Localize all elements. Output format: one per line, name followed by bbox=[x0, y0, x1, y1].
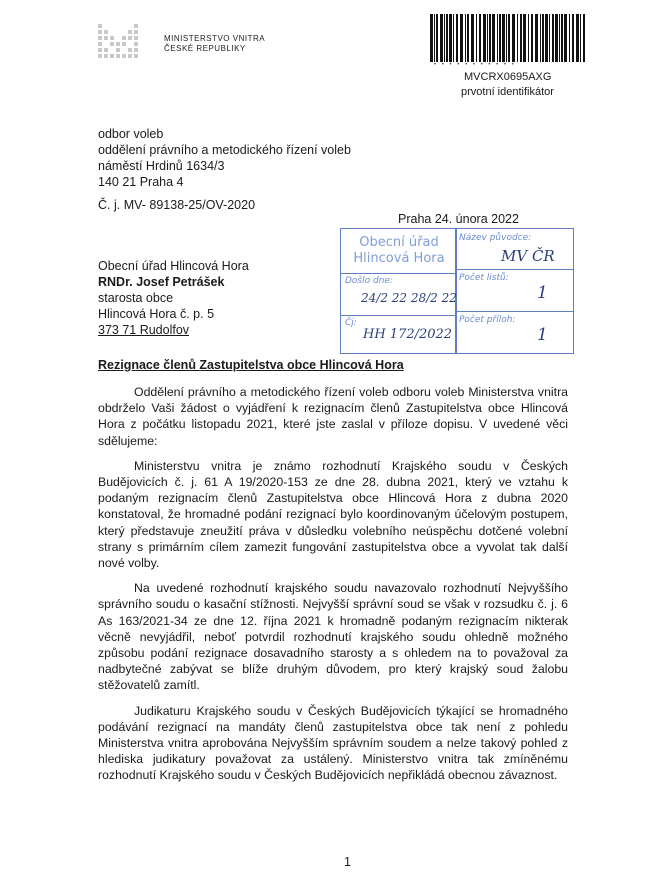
ministry-name-line2: ČESKÉ REPUBLIKY bbox=[164, 44, 246, 53]
sender-line: oddělení právního a metodického řízení voleb bbox=[98, 143, 351, 157]
stamp-received-label: Došlo dne: bbox=[345, 276, 393, 286]
recipient-role: starosta obce bbox=[98, 291, 174, 305]
registry-stamp bbox=[340, 228, 574, 354]
barcode-code: MVCRX0695AXG bbox=[464, 71, 552, 83]
stamp-divider bbox=[341, 273, 455, 274]
body-paragraph: Judikaturu Krajského soudu v Českých Budějovicích týkající se hromadného podávání rezignací na mandáty členů zastupitelstva obce tak není z pohledu Ministerstva vnitra aprobována Nejvyšším správním soudem a nelze takový pohled z hlediska judikatury považovat za ustálený. Ministerstvo vnitra tak zmíněnému rozhodnutí Krajského soudu v Českých Budějovicích nepřikládá obecnou závaznost. bbox=[98, 703, 568, 783]
stamp-office-line2: Hlincová Hora bbox=[353, 251, 445, 266]
stamp-attachments-value: 1 bbox=[537, 325, 548, 345]
stamp-divider bbox=[341, 315, 455, 316]
body-paragraph: Ministerstvu vnitra je známo rozhodnutí Krajského soudu v Českých Budějovicích č. j. 61 A 19/2020-153 ze dne 28. dubna 2021, který ve vztahu k podaným rezignacím členů Zastupitelstva obce Hlincová Hora z dubna 2020 konstatoval, že hromadné podání rezignací bylo koordinovaným účelovým postupem, který představuje zneužití práva v důsledku volebního neúspěchu dotčené volební strany s primárním cílem zamezit fungování zastupitelstva obce a vyvolat tak další nové volby. bbox=[98, 458, 568, 571]
recipient-street: Hlincová Hora č. p. 5 bbox=[98, 307, 215, 321]
stamp-office-line1: Obecní úřad bbox=[359, 235, 439, 250]
ministry-logo-icon bbox=[98, 20, 144, 64]
body-paragraph: Na uvedené rozhodnutí krajského soudu navazovalo rozhodnutí Nejvyššího správního soudu o kasační stížnosti. Nejvyšší správní soud se však v rozsudku č. j. 6 As 163/2021-34 ze dne 12. října 2021 k hromadně podaným rezignacím nikterak věcně nevyjádřil, neboť potvrdil rozhodnutí krajského soudu ohledně možného způsobu podání rezignace dosavadního starosty a s ohledem na to považoval za nadbytečné zabývat se blíže druhým důvodem, pro který krajský soud žalobu stěžovatelů zamítl. bbox=[98, 581, 568, 693]
recipient-name: RNDr. Josef Petrášek bbox=[98, 275, 225, 289]
letter-date: Praha 24. února 2022 bbox=[398, 212, 519, 226]
sender-line: náměstí Hrdinů 1634/3 bbox=[98, 159, 225, 173]
reference-number: Č. j. MV- 89138-25/OV-2020 bbox=[98, 198, 256, 212]
stamp-source-label: Název původce: bbox=[459, 233, 532, 243]
letter-body bbox=[98, 384, 568, 793]
stamp-divider bbox=[455, 269, 573, 270]
sender-line: 140 21 Praha 4 bbox=[98, 175, 184, 189]
recipient-postal: 373 71 Rudolfov bbox=[98, 323, 190, 337]
recipient-address bbox=[98, 258, 249, 338]
sender-address bbox=[98, 126, 351, 190]
letter-subject: Rezignace členů Zastupitelstva obce Hlincová Hora bbox=[98, 358, 404, 372]
stamp-divider bbox=[455, 311, 573, 312]
stamp-sheets-value: 1 bbox=[537, 283, 548, 303]
ministry-name-line1: MINISTERSTVO VNITRA bbox=[164, 34, 266, 43]
stamp-sheets-label: Počet listů: bbox=[459, 273, 509, 283]
body-paragraph: Oddělení právního a metodického řízení voleb odboru voleb Ministerstva vnitra obdrželo Vaši žádost o vyjádření k rezignacím členů Zastupitelstva obce Hlincová Hora z počátku listopadu 2021, které jste zaslal v příloze dopisu. V uvedené věci sdělujeme: bbox=[98, 385, 568, 448]
barcode-label: prvotní identifikátor bbox=[461, 86, 554, 98]
ministry-name bbox=[164, 34, 265, 54]
stamp-source-value: MV ČR bbox=[501, 247, 555, 265]
stamp-office bbox=[345, 235, 453, 267]
page-number: 1 bbox=[344, 855, 351, 869]
recipient-office: Obecní úřad Hlincová Hora bbox=[98, 259, 249, 273]
stamp-cj-value: HH 172/2022 bbox=[363, 327, 453, 342]
stamp-received-value: 24/2 22 28/2 22 bbox=[361, 291, 457, 305]
barcode-dots: • • • • • • • • • • • bbox=[434, 62, 516, 68]
stamp-attachments-label: Počet příloh: bbox=[459, 315, 516, 325]
barcode-icon bbox=[428, 14, 588, 62]
sender-line: odbor voleb bbox=[98, 127, 164, 141]
stamp-cj-label: Čj: bbox=[345, 318, 357, 328]
